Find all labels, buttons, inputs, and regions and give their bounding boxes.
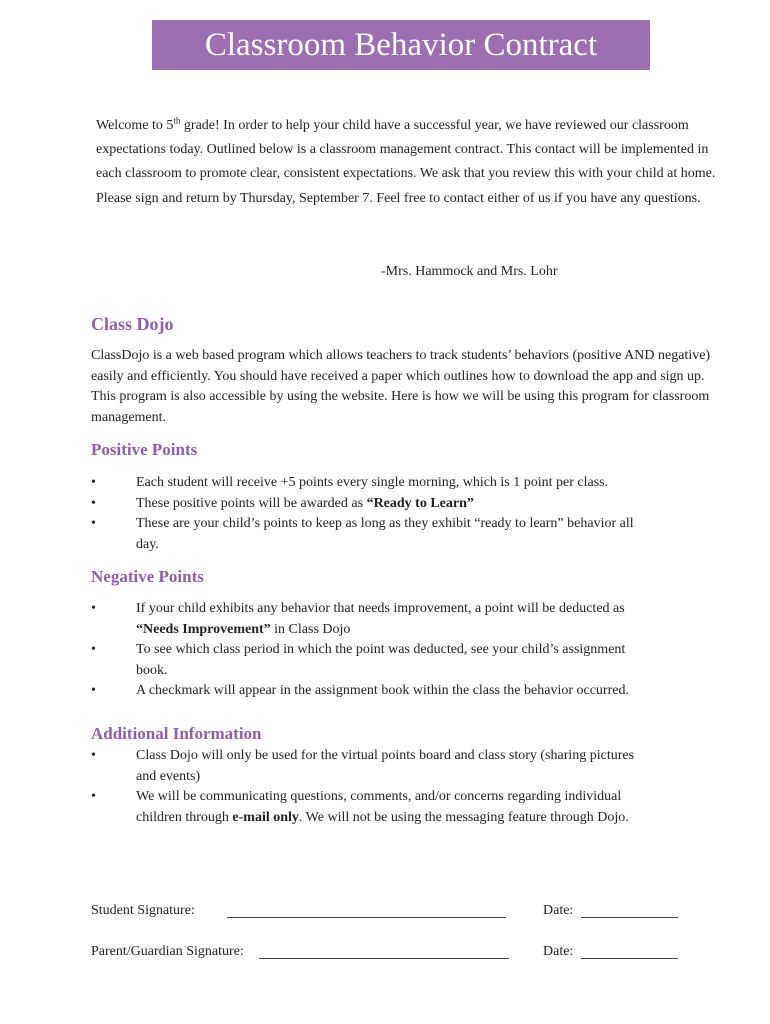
negative-points-list	[91, 599, 691, 702]
signoff: -Mrs. Hammock and Mrs. Lohr	[381, 264, 558, 279]
student-date-label: Date:	[543, 903, 574, 918]
parent-date-label: Date:	[543, 944, 574, 959]
intro-paragraph	[96, 114, 726, 211]
list-item-text: We will be communicating questions, comments, and/or concerns regarding individual children through	[136, 789, 622, 825]
list-item-text: Class Dojo will only be used for the virtual points board and class story (sharing pictures and events)	[136, 748, 635, 784]
student-signature-label: Student Signature:	[91, 903, 195, 918]
bullet-icon: •	[91, 495, 96, 511]
ready-to-learn-label: “Ready to Learn”	[366, 495, 474, 511]
list-item-text: These are your child’s points to keep as long as they exhibit “ready to learn” behavior all day.	[136, 516, 634, 552]
heading-negative-points: Negative Points	[91, 567, 204, 586]
bullet-icon: •	[91, 789, 96, 804]
bullet-icon: •	[91, 516, 96, 531]
bullet-icon: •	[91, 642, 96, 657]
intro-superscript: th	[173, 115, 181, 126]
parent-date-line[interactable]	[581, 958, 678, 959]
bullet-icon: •	[91, 748, 96, 763]
list-item	[91, 640, 646, 681]
list-item-text: If your child exhibits any behavior that needs improvement, a point will be deducted as	[136, 601, 625, 616]
bullet-icon: •	[91, 683, 96, 698]
student-date-line[interactable]	[581, 917, 678, 918]
list-item-text-end: in Class Dojo	[270, 621, 351, 637]
intro-text-rest: grade! In order to help your child have a successful year, we have reviewed our classroom expectations today. Outlined below is a classroom management contract. This contact will be implemented in each classroom to promote clear, consistent expectations. We ask that you review this with your child at home. Please sign and return by Thursday, September 7. Feel free to contact either of us if you have any questions.	[96, 118, 716, 206]
list-item-text: A checkmark will appear in the assignment book within the class the behavior occurred.	[136, 683, 629, 698]
student-signature-line[interactable]	[227, 917, 506, 918]
bullet-icon: •	[91, 601, 96, 616]
list-item-text: Each student will receive +5 points every single morning, which is 1 point per class.	[136, 475, 609, 490]
class-dojo-paragraph: ClassDojo is a web based program which allows teachers to track students’ behaviors (positive AND negative) easily and efficiently. You should have received a paper which outlines how to download the app and sign up. This program is also accessible by using the website. Here is how we will be using this program for classroom management.	[91, 348, 711, 426]
list-item	[91, 514, 646, 555]
positive-points-list	[91, 473, 691, 555]
list-item	[91, 494, 691, 515]
parent-signature-label: Parent/Guardian Signature:	[91, 944, 244, 959]
list-item-text: These positive points will be awarded as	[136, 495, 367, 511]
heading-class-dojo: Class Dojo	[91, 314, 174, 334]
list-item	[91, 599, 646, 640]
page-title: Classroom Behavior Contract	[152, 20, 650, 70]
list-item	[91, 787, 646, 828]
list-item	[91, 746, 646, 787]
list-item-text: To see which class period in which the point was deducted, see your child’s assignment book.	[136, 642, 626, 678]
heading-positive-points: Positive Points	[91, 440, 198, 459]
heading-additional-information: Additional Information	[91, 724, 262, 743]
parent-signature-line[interactable]	[259, 958, 509, 959]
list-item	[91, 473, 691, 494]
list-item	[91, 681, 691, 702]
intro-text-start: Welcome to 5	[96, 118, 174, 133]
needs-improvement-label: “Needs Improvement”	[136, 621, 271, 637]
additional-info-list	[91, 746, 691, 828]
list-item-text-end: . We will not be using the messaging feature through Dojo.	[298, 809, 629, 825]
email-only-label: e-mail only	[232, 809, 299, 825]
bullet-icon: •	[91, 475, 96, 490]
